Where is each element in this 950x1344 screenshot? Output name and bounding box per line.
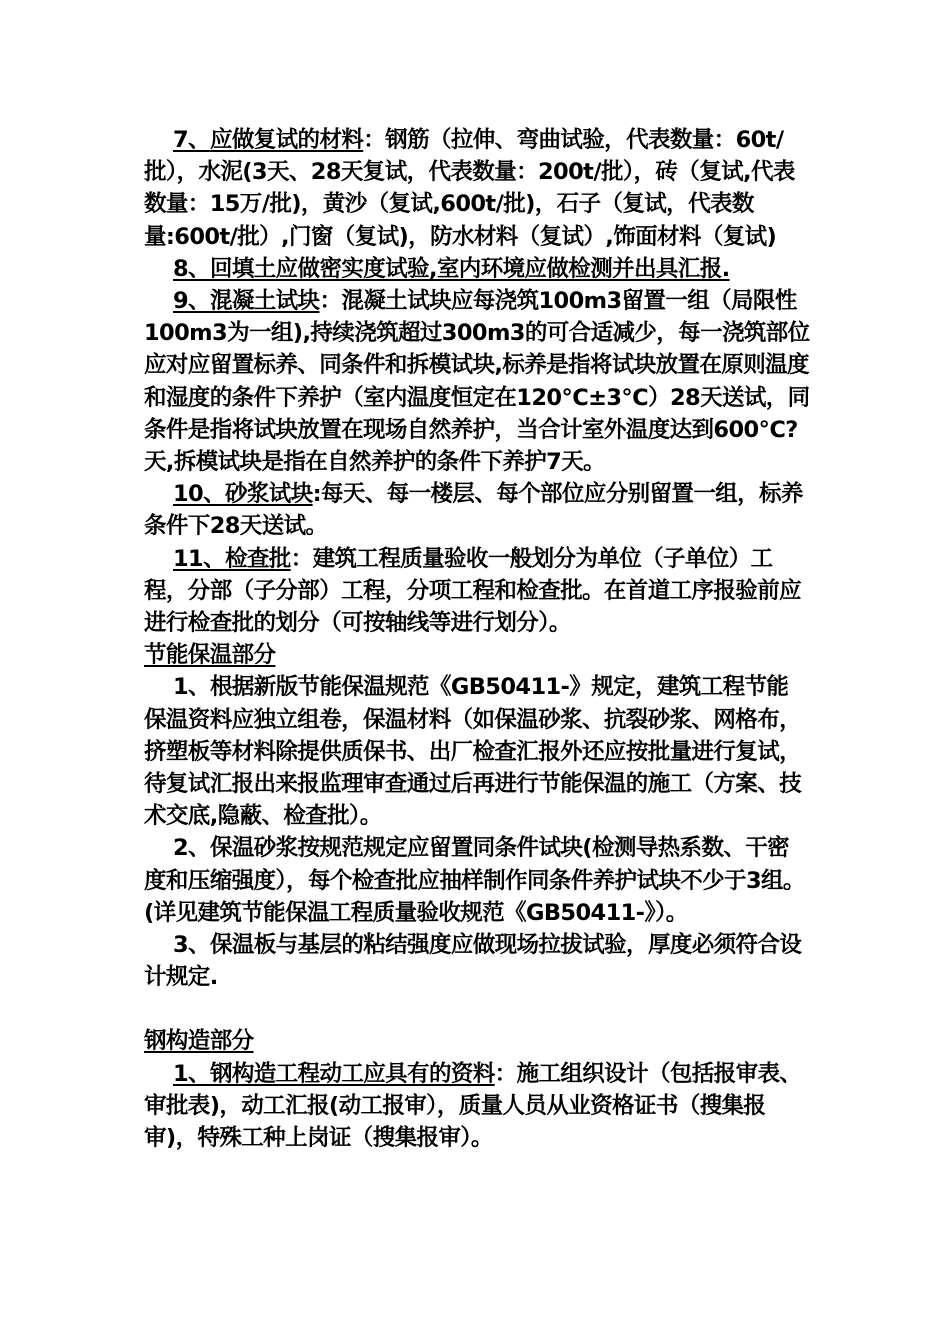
steel-item-1 <box>144 1058 810 1155</box>
energy-section-title: 节能保温部分 <box>144 642 276 669</box>
item-11 <box>144 543 810 640</box>
item-10-body: :每天、每一楼层、每个部位应分别留置一组，标养条件下28天送试。 <box>144 481 803 540</box>
energy-item-3: 3、保温板与基层的粘结强度应做现场拉拔试验，厚度必须符合设计规定. <box>144 932 802 991</box>
steel-item-1-body: ：施工组织设计（包括报审表、审批表)，动工汇报(动工报审），质量人员从业资格证书（搜集报审)，特殊工种上岗证（搜集报审）。 <box>144 1060 802 1152</box>
section-spacer <box>144 993 810 1025</box>
item-7-body: ：钢筋（拉伸、弯曲试验，代表数量：60t/批），水泥(3天、28天复试，代表数量：200t/批），砖（复试,代表数量：15万/批)，黄沙（复试,600t/批)，石子（复试，代表数量:600t/批）,门窗（复试)，防水材料（复试）,饰面材料（复试) <box>144 127 795 250</box>
item-11-body: ：建筑工程质量验收一般划分为单位（子单位）工程，分部（子分部）工程，分项工程和检查批。在首道工序报验前应进行检查批的划分（可按轴线等进行划分）。 <box>144 545 802 637</box>
item-9-heading: 9、混凝土试块 <box>173 288 320 315</box>
steel-section-title: 钢构造部分 <box>144 1028 254 1055</box>
steel-item-1-heading: 1、钢构造工程动工应具有的资料 <box>173 1060 495 1087</box>
item-8 <box>144 253 810 285</box>
item-11-heading: 11、检查批 <box>173 545 291 572</box>
item-7 <box>144 124 810 253</box>
item-8-heading: 8、回填土应做密实度试验,室内环境应做检测并出具汇报. <box>173 255 730 282</box>
item-9 <box>144 285 810 478</box>
item-10-heading: 10、砂浆试块 <box>173 481 313 508</box>
item-10 <box>144 478 810 542</box>
item-9-body: ：混凝土试块应每浇筑100m3留置一组（局限性100m3为一组),持续浇筑超过300m3的可合适减少，每一浇筑部位应对应留置标养、同条件和拆模试块,标养是指将试块放置在原则温度和湿度的条件下养护（室内温度恒定在120℃±3℃）28天送试，同条件是指将试块放置在现场自然养护，当合计室外温度达到600℃? 天,拆模试块是指在自然养护的条件下养护7天。 <box>144 288 810 476</box>
energy-item-1: 1、根据新版节能保温规范《GB50411-》规定，建筑工程节能保温资料应独立组卷，保温材料（如保温砂浆、抗裂砂浆、网格布，挤塑板等材料除提供质保书、出厂检查汇报外还应按批量进行复试，待复试汇报出来报监理审查通过后再进行节能保温的施工（方案、技术交底,隐蔽、检查批）。 <box>144 674 802 830</box>
energy-item-2: 2、保温砂浆按规范规定应留置同条件试块(检测导热系数、干密度和压缩强度），每个检查批应抽样制作同条件养护试块不少于3组。(详见建筑节能保温工程质量验收规范《GB50411-》）。 <box>144 835 805 926</box>
item-7-heading: 7、应做复试的材料 <box>173 127 364 153</box>
document-page <box>144 124 810 1154</box>
